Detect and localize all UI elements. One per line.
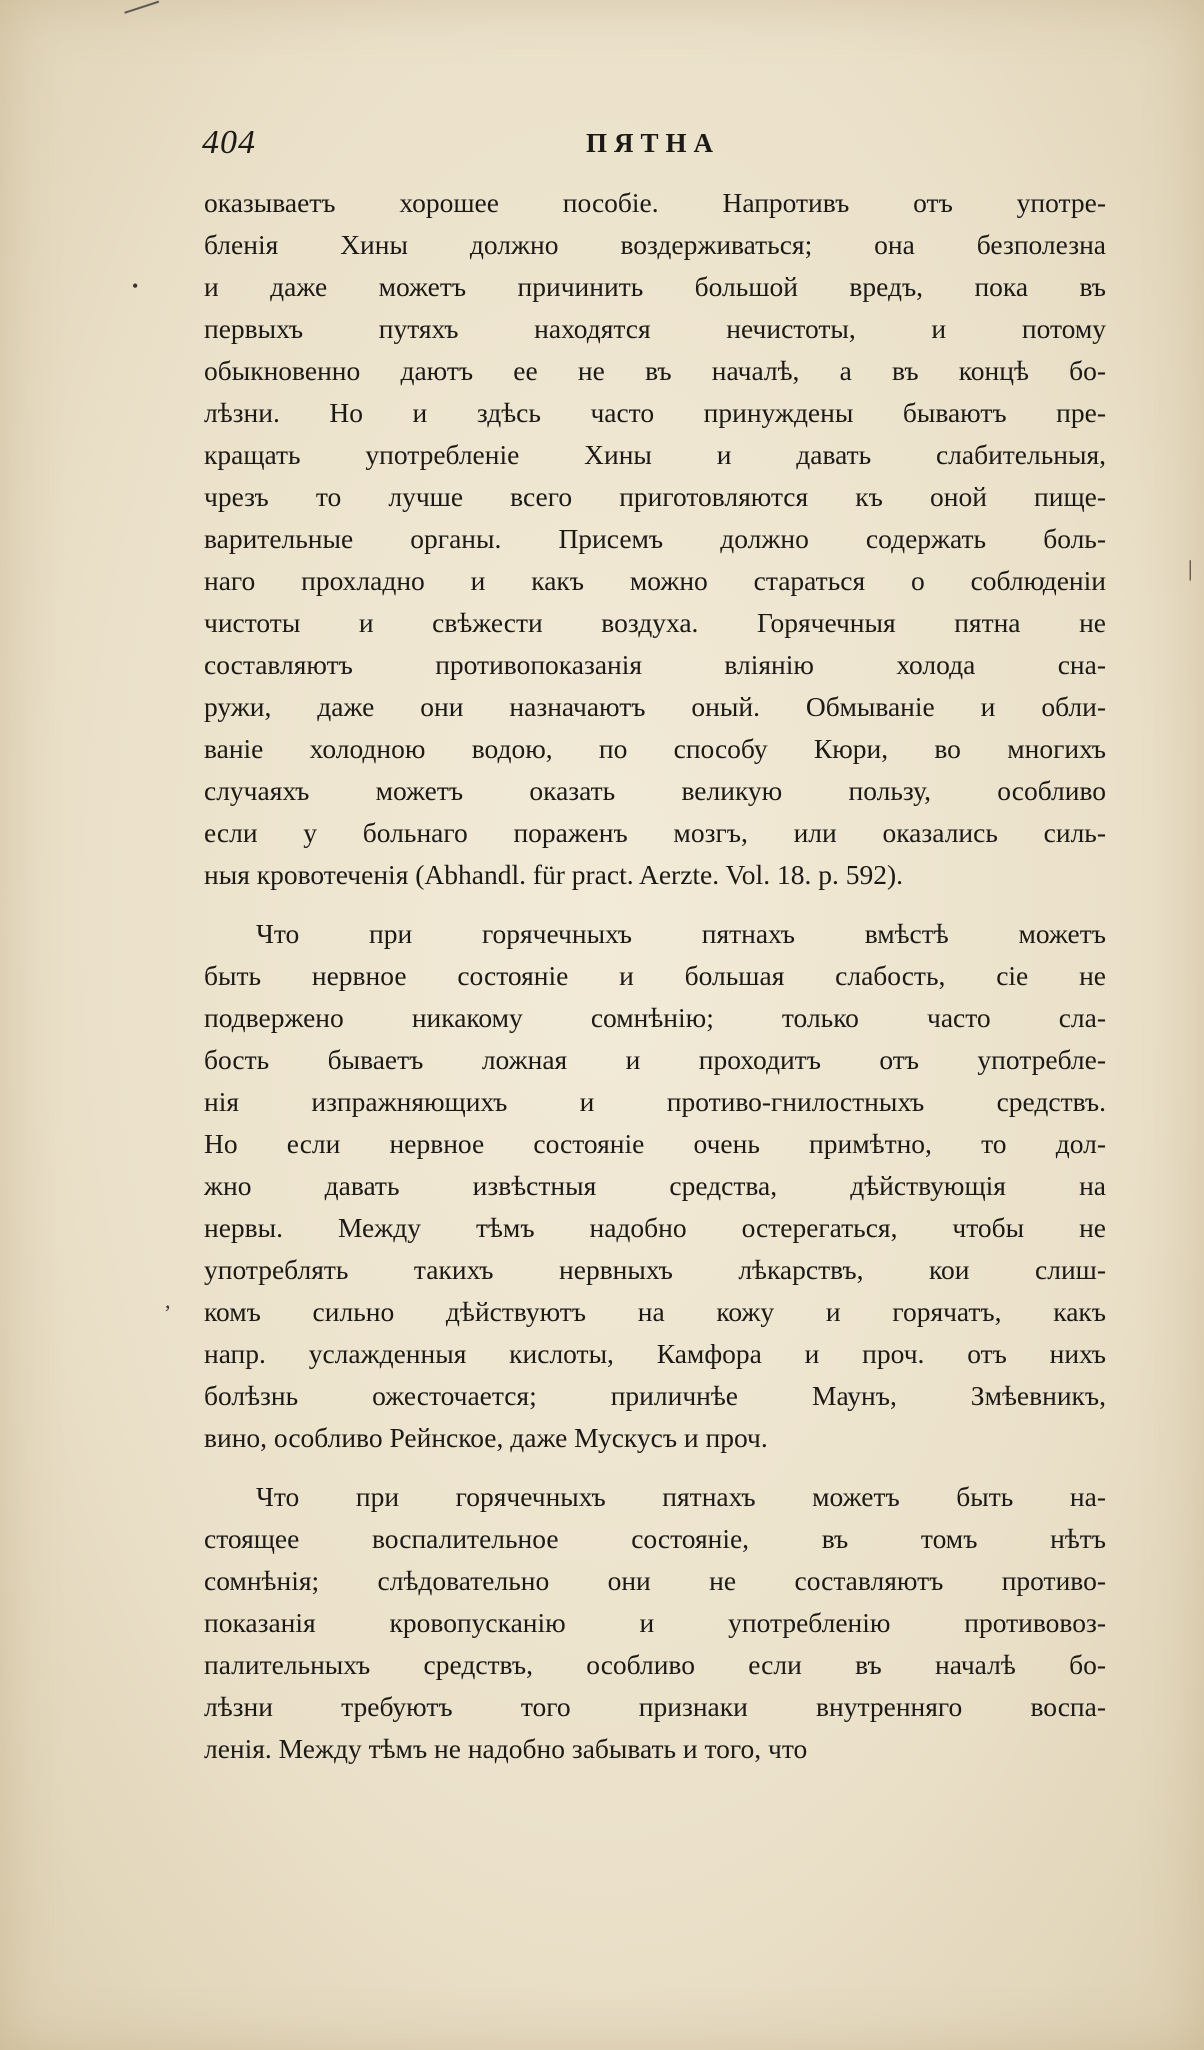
body-text (204, 182, 1106, 1770)
text-line: обыкновенно даютъ ее не въ началѣ, а въ концѣ бо- (204, 355, 1106, 386)
running-head: ПЯТНА (586, 128, 721, 158)
paragraph-gap (204, 896, 1106, 913)
text-line: ружи, даже они назначаютъ оный. Обмываніе и обли- (204, 691, 1106, 722)
page-number: 404 (202, 124, 256, 161)
text-line: варительные органы. Присемъ должно содержать боль- (204, 523, 1106, 554)
text-line: палительныхъ средствъ, особливо если въ началѣ бо- (204, 1649, 1106, 1680)
text-line: ныя кровотеченія (Abhandl. für pract. Aerzte. Vol. 18. p. 592). (204, 859, 903, 890)
text-line: нія изпражняющихъ и противо-гнилостныхъ средствъ. (204, 1086, 1106, 1117)
text-line: показанія кровопусканію и употребленію противовоз- (204, 1607, 1106, 1638)
text-line: Что при горячечныхъ пятнахъ можетъ быть на- (256, 1481, 1106, 1512)
text-line: стоящее воспалительное состояніе, въ томъ нѣтъ (204, 1523, 1106, 1554)
text-line: оказываетъ хорошее пособіе. Напротивъ отъ употре- (204, 187, 1106, 218)
text-line: бость бываетъ ложная и проходитъ отъ употребле- (204, 1044, 1106, 1075)
text-line: кращать употребленіе Хины и давать слабительныя, (204, 439, 1106, 470)
text-line: чрезъ то лучше всего приготовляются къ оной пище- (204, 481, 1106, 512)
text-line: подвержено никакому сомнѣнію; только часто сла- (204, 1002, 1106, 1033)
text-line: быть нервное состояніе и большая слабость, сіе не (204, 960, 1106, 991)
text-line: Что при горячечныхъ пятнахъ вмѣстѣ можетъ (256, 918, 1106, 949)
text-line: напр. услажденныя кислоты, Камфора и проч. отъ нихъ (204, 1338, 1106, 1369)
text-line: жно давать извѣстныя средства, дѣйствующія на (204, 1170, 1106, 1201)
text-line: нервы. Между тѣмъ надобно остерегаться, чтобы не (204, 1212, 1106, 1243)
margin-dot: • (132, 276, 139, 296)
ink-smudge (124, 1, 161, 22)
text-line: случаяхъ можетъ оказать великую пользу, особливо (204, 775, 1106, 806)
text-line: первыхъ путяхъ находятся нечистоты, и потому (204, 313, 1106, 344)
paragraph-gap (204, 1459, 1106, 1476)
text-line: и даже можетъ причинить большой вредъ, пока въ (204, 271, 1106, 302)
text-line: вино, особливо Рейнское, даже Мускусъ и проч. (204, 1422, 768, 1453)
text-line: сомнѣнія; слѣдовательно они не составляютъ противо- (204, 1565, 1106, 1596)
text-line: составляютъ противопоказанія вліянію холода сна- (204, 649, 1106, 680)
text-line: бленія Хины должно воздерживаться; она безполезна (204, 229, 1106, 260)
text-line: если у больнаго пораженъ мозгъ, или оказались силь- (204, 817, 1106, 848)
text-line: комъ сильно дѣйствуютъ на кожу и горячатъ, какъ (204, 1296, 1106, 1327)
page-header (202, 124, 1110, 168)
text-line: лѣзни. Но и здѣсь часто принуждены бываютъ пре- (204, 397, 1106, 428)
paragraph (204, 913, 1106, 1459)
text-line: ленія. Между тѣмъ не надобно забывать и того, что (204, 1733, 808, 1764)
text-line: наго прохладно и какъ можно стараться о соблюденіи (204, 565, 1106, 596)
text-line: Но если нервное состояніе очень примѣтно, то дол- (204, 1128, 1106, 1159)
text-line: лѣзни требуютъ того признаки внутренняго воспа- (204, 1691, 1106, 1722)
margin-tick: , (165, 1288, 171, 1313)
text-line: чистоты и свѣжести воздуха. Горячечныя пятна не (204, 607, 1106, 638)
paragraph (204, 182, 1106, 896)
text-line: ваніе холодною водою, по способу Кюри, во многихъ (204, 733, 1106, 764)
text-line: употреблять такихъ нервныхъ лѣкарствъ, кои слиш- (204, 1254, 1106, 1285)
margin-tick: | (1188, 556, 1193, 581)
paragraph (204, 1476, 1106, 1770)
text-line: болѣзнь ожесточается; приличнѣе Маунъ, Змѣевникъ, (204, 1380, 1106, 1411)
